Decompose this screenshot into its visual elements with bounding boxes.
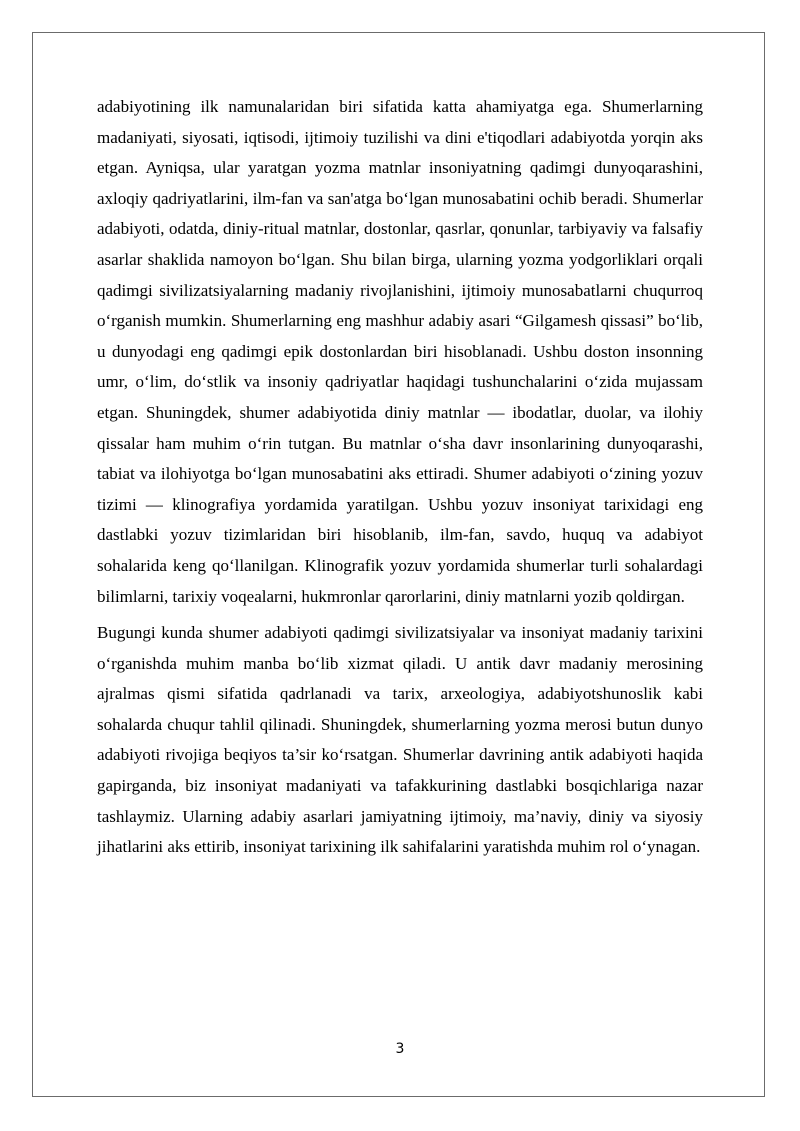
page-number: 3 <box>395 1041 405 1057</box>
document-body <box>97 92 703 863</box>
paragraph-1: adabiyotining ilk namunalaridan biri sifatida katta ahamiyatga ega. Shumerlarning madaniyati, siyosati, iqtisodi, ijtimoiy tuzilishi va dini e'tiqodlari adabiyotda yorqin aks etgan. Ayniqsa, ular yaratgan yozma matnlar insoniyatning qadimgi dunyoqarashini, axloqiy qadriyatlarini, ilm-fan va san'atga bo‘lgan munosabatini ochib beradi. Shumerlar adabiyoti, odatda, diniy-ritual matnlar, dostonlar, qasrlar, qonunlar, tarbiyaviy va falsafiy asarlar shaklida namoyon bo‘lgan. Shu bilan birga, ularning yozma yodgorliklari orqali qadimgi sivilizatsiyalarning madaniy rivojlanishini, ijtimoiy munosabatlarni chuqurroq o‘rganish mumkin. Shumerlarning eng mashhur adabiy asari “Gilgamesh qissasi” bo‘lib, u dunyodagi eng qadimgi epik dostonlardan biri hisoblanadi. Ushbu doston insonning umr, o‘lim, do‘stlik va insoniy qadriyatlar haqidagi tushunchalarini o‘zida mujassam etgan. Shuningdek, shumer adabiyotida diniy matnlar — ibodatlar, duolar, va ilohiy qissalar ham muhim o‘rin tutgan. Bu matnlar o‘sha davr insonlarining dunyoqarashi, tabiat va ilohiyotga bo‘lgan munosabatini aks ettiradi. Shumer adabiyoti o‘zining yozuv tizimi — klinografiya yordamida yaratilgan. Ushbu yozuv insoniyat tarixidagi eng dastlabki yozuv tizimlaridan biri hisoblanib, ilm-fan, savdo, huquq va adabiyot sohalarida keng qo‘llanilgan. Klinografik yozuv yordamida shumerlar turli sohalardagi bilimlarni, tarixiy voqealarni, hukmronlar qarorlarini, diniy matnlarni yozib qoldirgan. <box>97 97 703 606</box>
paragraph-2: Bugungi kunda shumer adabiyoti qadimgi sivilizatsiyalar va insoniyat madaniy tarixini o‘rganishda muhim manba bo‘lib xizmat qiladi. U antik davr madaniy merosining ajralmas qismi sifatida qadrlanadi va tarix, arxeologiya, adabiyotshunoslik kabi sohalarda chuqur tahlil qilinadi. Shuningdek, shumerlarning yozma merosi butun dunyo adabiyoti rivojiga beqiyos ta’sir ko‘rsatgan. Shumerlar davrining antik adabiyoti haqida gapirganda, biz insoniyat madaniyati va tafakkurining dastlabki bosqichlariga nazar tashlaymiz. Ularning adabiy asarlari jamiyatning ijtimoiy, ma’naviy, diniy va siyosiy jihatlarini aks ettirib, insoniyat tarixining ilk sahifalarini yaratishda muhim rol o‘ynagan. <box>97 623 703 857</box>
